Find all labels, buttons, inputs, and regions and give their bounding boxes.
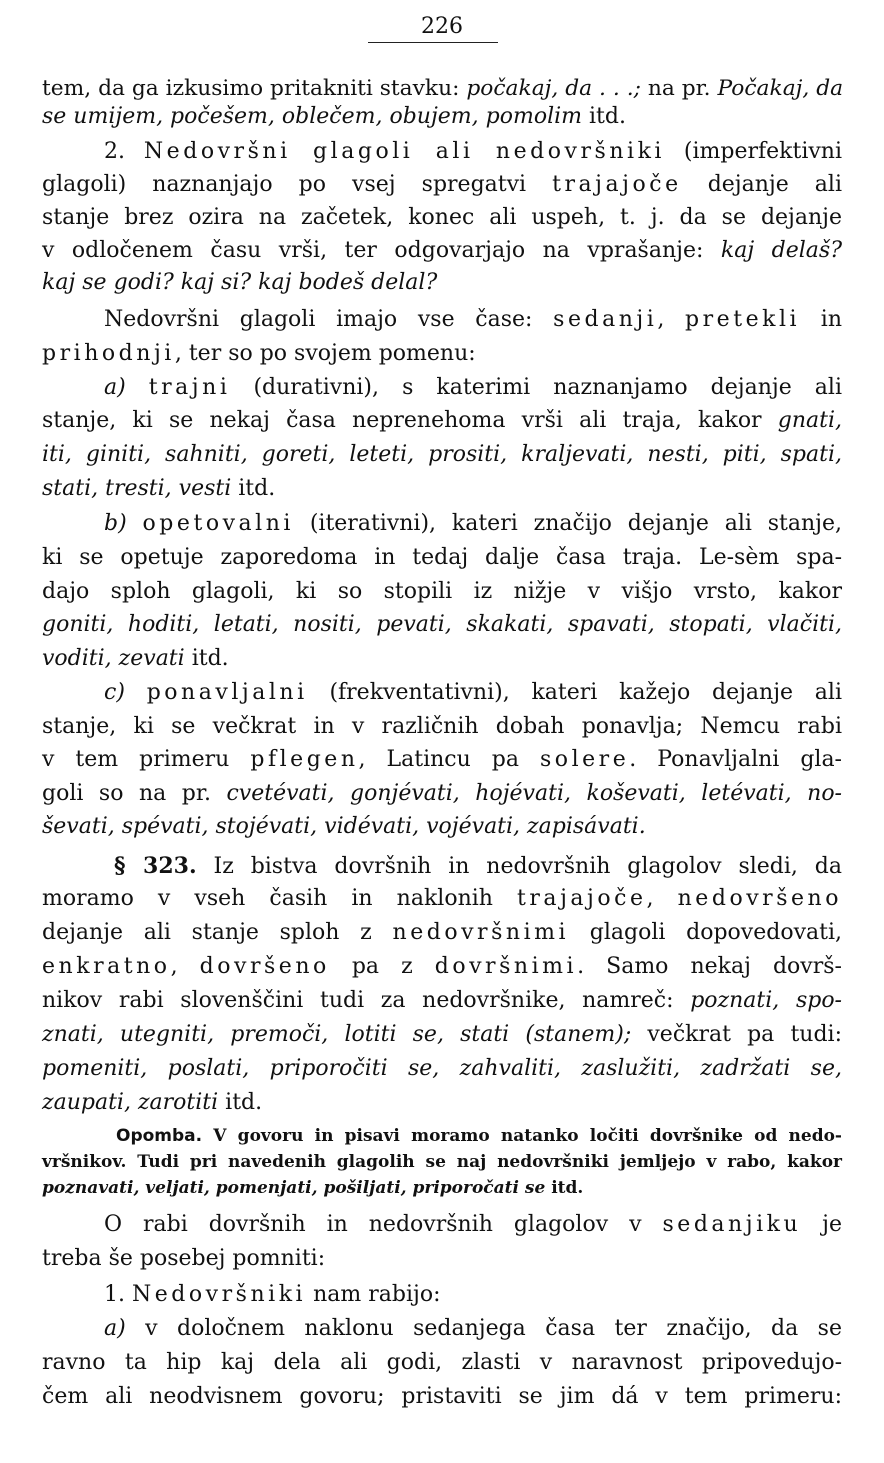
text-line: dejanje ali stanje sploh z nedovršnimi glagoli dopovedovati, xyxy=(42,920,842,945)
text-line: tem, da ga izkusimo pritakniti stavku: počakaj, da . . .; na pr. Počakaj, da xyxy=(42,76,844,101)
text-line: Nedovršni glagoli imajo vse čase: sedanji, pretekli in xyxy=(104,307,842,332)
text-line: stanje brez ozira na začetek, konec ali uspeh, t. j. da se dejanje xyxy=(42,205,842,230)
text-line: ki se opetuje zaporedoma in tedaj dalje časa traja. Le-sèm spa- xyxy=(42,545,842,570)
text-line: stanje, ki se večkrat in v različnih dobah ponavlja; Nemcu rabi xyxy=(42,714,842,739)
text-line: stati, tresti, vesti itd. xyxy=(42,476,276,501)
section-number: § 323. xyxy=(114,853,197,879)
text-line: § 323. Iz bistva dovršnih in nedovršnih glagolov sledi, da xyxy=(114,853,842,879)
text-line: enkratno, dovršeno pa z dovršnimi. Samo nekaj dovrš- xyxy=(42,954,842,979)
text-line: treba še posebej pomniti: xyxy=(42,1246,326,1271)
text-line: glagoli) naznanjajo po vsej spregatvi trajajoče dejanje ali xyxy=(42,172,842,197)
text-line: b) opetovalni (iterativni), kateri značijo dejanje ali stanje, xyxy=(104,511,842,536)
text-line: goli so na pr. cvetévati, gonjévati, hojévati, koševati, letévati, no- xyxy=(42,781,842,806)
text-line: stanje, ki se nekaj časa neprenehoma vrši ali traja, kakor gnati, xyxy=(42,408,842,433)
text-line: a) trajni (durativni), s katerimi naznanjamo dejanje ali xyxy=(104,375,842,400)
text-line: ševati, spévati, stojévati, vidévati, vojévati, zapisávati. xyxy=(42,814,646,839)
note-line: vršnikov. Tudi pri navedenih glagolih se naj nedovršniki jemljejo v rabo, kakor xyxy=(42,1152,842,1172)
text-line: zaupati, zarotiti itd. xyxy=(42,1090,263,1115)
text-line: a) v določnem naklonu sedanjega časa ter značijo, da se xyxy=(104,1316,842,1341)
text-line: čem ali neodvisnem govoru; pristaviti se jim dá v tem primeru: xyxy=(42,1384,842,1409)
text-line: iti, giniti, sahniti, goreti, leteti, prositi, kraljevati, nesti, piti, spati, xyxy=(42,442,842,467)
text-line: goniti, hoditi, letati, nositi, pevati, skakati, spavati, stopati, vlačiti, xyxy=(42,612,842,637)
text-line: O rabi dovršnih in nedovršnih glagolov v sedanjiku je xyxy=(104,1212,842,1237)
text-line: 2. Nedovršni glagoli ali nedovršniki (imperfektivni xyxy=(104,139,842,164)
text-line: 1. Nedovršniki nam rabijo: xyxy=(104,1282,441,1307)
text-line: ravno ta hip kaj dela ali godi, zlasti v naravnost pripovedujo- xyxy=(42,1350,842,1375)
text-line: pomeniti, poslati, priporočiti se, zahvaliti, zaslužiti, zadržati se, xyxy=(42,1056,842,1081)
note-label: Opomba. xyxy=(116,1126,203,1146)
page-number: 226 xyxy=(421,14,463,39)
text-line: kaj se godi? kaj si? kaj bodeš delal? xyxy=(42,270,438,295)
text-line: dajo sploh glagoli, ki so stopili iz nižje v višjo vrsto, kakor xyxy=(42,579,842,604)
text-line: c) ponavljalni (frekventativni), kateri kažejo dejanje ali xyxy=(104,680,842,705)
text-line: voditi, zevati itd. xyxy=(42,646,229,671)
text-line: v tem primeru pflegen, Latincu pa solere. Ponavljalni gla- xyxy=(42,747,842,772)
text-line: se umijem, počešem, oblečem, obujem, pomolim itd. xyxy=(42,104,626,129)
text-line: v odločenem času vrši, ter odgovarjajo na vprašanje: kaj delaš? xyxy=(42,238,842,263)
text-line: znati, utegniti, premoči, lotiti se, stati (stanem); večkrat pa tudi: xyxy=(42,1022,842,1047)
note-line: Opomba. V govoru in pisavi moramo natanko ločiti dovršnike od nedo- xyxy=(116,1126,842,1146)
text-line: nikov rabi slovenščini tudi za nedovršnike, namreč: poznati, spo- xyxy=(42,988,842,1013)
note-line: poznavati, veljati, pomenjati, pošiljati, priporočati se itd. xyxy=(42,1178,584,1198)
text-line: moramo v vseh časih in naklonih trajajoče, nedovršeno xyxy=(42,886,842,911)
header-rule xyxy=(368,42,498,43)
text-line: prihodnji, ter so po svojem pomenu: xyxy=(42,341,476,366)
